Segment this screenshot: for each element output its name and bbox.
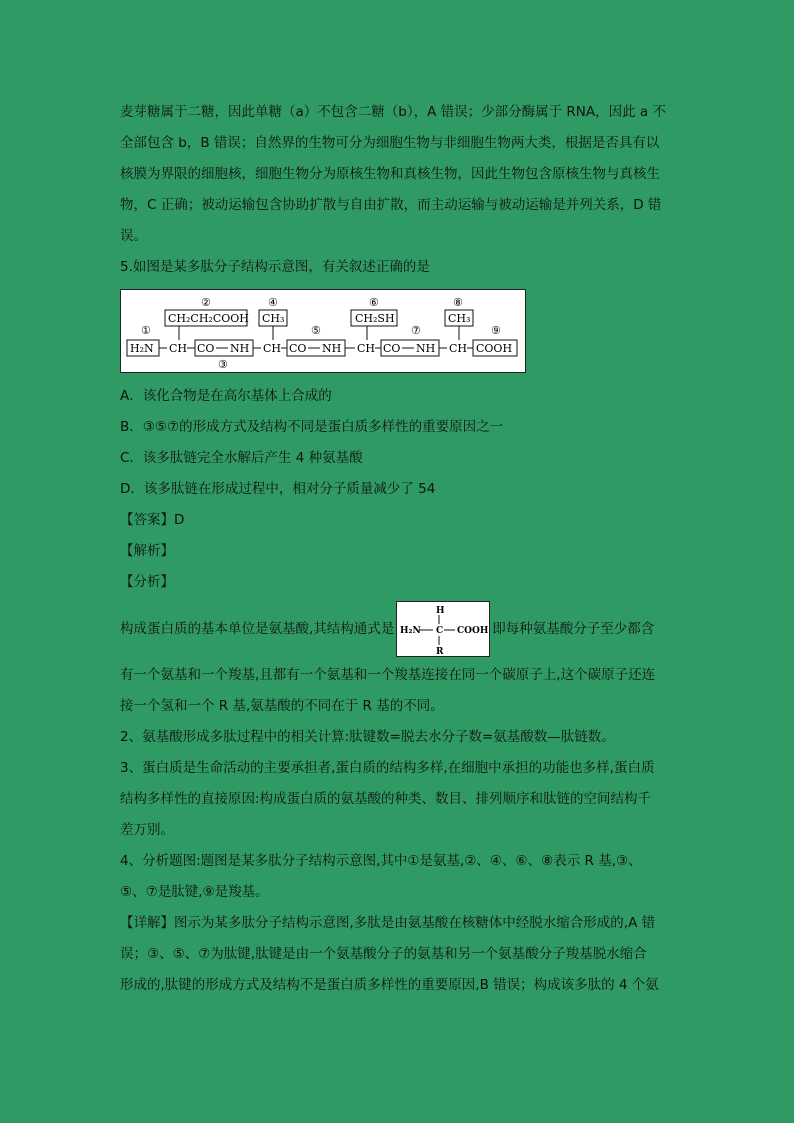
formula-r: R: [436, 647, 444, 656]
text-line: 形成的,肽键的形成方式及结构不是蛋白质多样性的重要原因,B 错误；构成该多肽的 4 个氨: [120, 977, 659, 993]
peptide-co-1: CO: [197, 342, 215, 355]
text-line: 误。: [120, 228, 147, 244]
document-page: [120, 97, 676, 1001]
analysis-heading: 【解析】: [120, 543, 174, 559]
label-6: ⑥: [369, 296, 379, 309]
text-line: 差万别。: [120, 822, 174, 838]
question-stem: [120, 252, 676, 283]
label-1: ①: [141, 324, 151, 337]
text-line: 全部包含 b，B 错误；自然界的生物可分为细胞生物与非细胞生物两大类，根据是否具有以: [120, 135, 660, 151]
peptide-co-2: CO: [289, 342, 307, 355]
formula-intro: 构成蛋白质的基本单位是氨基酸,其结构通式是: [120, 620, 395, 637]
text-line: 【详解】图示为某多肽分子结构示意图,多肽是由氨基酸在核糖体中经脱水缩合形成的,A 错: [120, 915, 656, 931]
text-line: 接一个氢和一个 R 基,氨基酸的不同在于 R 基的不同。: [120, 698, 444, 714]
text-line: ⑤、⑦是肽键,⑨是羧基。: [120, 884, 269, 900]
fenxi-heading: 【分析】: [120, 574, 174, 590]
formula-line: [120, 598, 676, 660]
alpha-carbon-4: CH: [449, 342, 468, 355]
text-line: 3、蛋白质是生命活动的主要承担者,蛋白质的结构多样,在细胞中承担的功能也多样,蛋白质: [120, 760, 655, 776]
text-line: 误；③、⑤、⑦为肽键,肽键是由一个氨基酸分子的氨基和另一个氨基酸分子羧基脱水缩合: [120, 946, 647, 962]
question-text: 5.如图是某多肽分子结构示意图，有关叙述正确的是: [120, 259, 430, 275]
text-line: 麦芽糖属于二糖，因此单糖（a）不包含二糖（b），A 错误；少部分酶属于 RNA，因此 a 不: [120, 104, 666, 120]
formula-h: H: [436, 606, 445, 616]
label-5: ⑤: [311, 324, 321, 337]
option-d: D．该多肽链在形成过程中，相对分子质量减少了 54: [120, 481, 436, 497]
carboxyl-group: COOH: [476, 342, 513, 355]
r-group-8: CH₃: [448, 312, 471, 325]
text-line: 有一个氨基和一个羧基,且都有一个氨基和一个羧基连接在同一个碳原子上,这个碳原子还连: [120, 667, 656, 683]
formula-h2n: H₂N: [400, 626, 421, 636]
peptide-nh-3: NH: [416, 342, 436, 355]
peptide-nh-1: NH: [230, 342, 250, 355]
r-group-6: CH₂SH: [355, 312, 395, 325]
alpha-carbon-1: CH: [169, 342, 188, 355]
explanation-block: [120, 660, 676, 1001]
paragraph-prev-answer: [120, 97, 676, 252]
amino-acid-general-formula: [396, 601, 490, 657]
label-9: ⑨: [491, 324, 501, 337]
polypeptide-svg: [121, 290, 525, 372]
text-line: 结构多样性的直接原因:构成蛋白质的氨基酸的种类、数目、排列顺序和肽链的空间结构千: [120, 791, 652, 807]
label-8: ⑧: [453, 296, 463, 309]
text-line: 物，C 正确；被动运输包含协助扩散与自由扩散，而主动运输与被动运输是并列关系，D 错: [120, 197, 662, 213]
options-list: [120, 381, 676, 505]
alpha-carbon-3: CH: [357, 342, 376, 355]
label-3: ③: [218, 358, 228, 371]
r-group-2: CH₂CH₂COOH: [168, 312, 249, 325]
polypeptide-diagram: [120, 289, 526, 373]
label-2: ②: [201, 296, 211, 309]
option-b: B．③⑤⑦的形成方式及结构不同是蛋白质多样性的重要原因之一: [120, 419, 504, 435]
peptide-co-3: CO: [383, 342, 401, 355]
option-c: C．该多肽链完全水解后产生 4 种氨基酸: [120, 450, 363, 466]
text-line: 4、分析题图:题图是某多肽分子结构示意图,其中①是氨基,②、④、⑥、⑧表示 R 基,③、: [120, 853, 642, 869]
option-a: A．该化合物是在高尔基体上合成的: [120, 388, 332, 404]
formula-after: 即每种氨基酸分子至少都含: [492, 620, 655, 637]
text-line: 2、氨基酸形成多肽过程中的相关计算:肽键数=脱去水分子数=氨基酸数—肽链数。: [120, 729, 615, 745]
r-group-4: CH₃: [262, 312, 285, 325]
answer-line: 【答案】D: [120, 512, 185, 528]
label-4: ④: [268, 296, 278, 309]
amino-group: H₂N: [130, 342, 154, 355]
text-line: 核膜为界限的细胞核，细胞生物分为原核生物和真核生物，因此生物包含原核生物与真核生: [120, 166, 660, 182]
formula-cooh: COOH: [457, 626, 489, 636]
peptide-nh-2: NH: [322, 342, 342, 355]
alpha-carbon-2: CH: [263, 342, 282, 355]
label-7: ⑦: [411, 324, 421, 337]
formula-c: C: [436, 626, 444, 636]
